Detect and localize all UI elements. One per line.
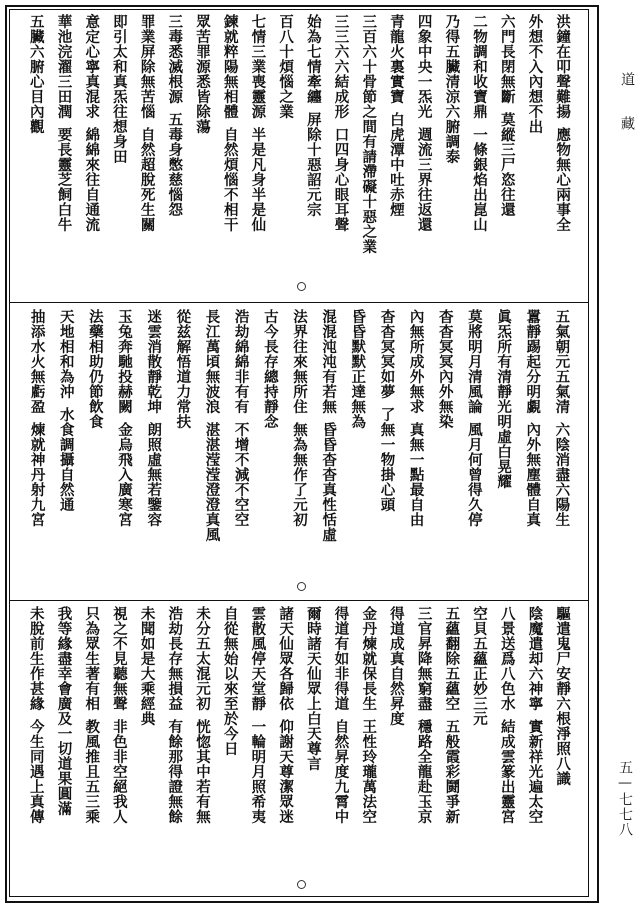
column-bottom-line: 一條銀焰出崑山	[471, 127, 489, 232]
text-column	[548, 14, 576, 298]
text-column	[465, 14, 493, 298]
text-column	[244, 14, 272, 298]
column-top-line: 天地相和為沖	[57, 309, 75, 399]
text-column	[518, 309, 547, 597]
column-top-line: 三毒悉滅根源	[166, 14, 184, 104]
text-column	[327, 606, 355, 894]
column-top-line: 只為眾生著有相	[83, 606, 101, 711]
text-column	[314, 309, 343, 597]
column-top-line: 洪鐘在叩聲難揚	[554, 14, 572, 119]
column-top-line: 法藥相助仍節飲食	[86, 309, 104, 429]
column-top-line: 金丹煉就保長生	[360, 606, 378, 711]
column-top-line: 內無所成外無求	[407, 309, 425, 414]
text-column	[299, 606, 327, 894]
column-top-line: 從兹解悟道力常扶	[174, 309, 192, 429]
text-column	[22, 14, 50, 298]
column-top-line: 昏昏默默正達無為	[349, 309, 367, 429]
column-top-line: 即引太和真炁往想身田	[110, 14, 128, 164]
text-column	[372, 309, 401, 597]
text-column	[410, 14, 438, 298]
text-column	[493, 14, 521, 298]
text-column	[382, 14, 410, 298]
text-column	[465, 606, 493, 894]
column-bottom-line: 不增不減不空空	[232, 422, 250, 527]
text-column	[382, 606, 410, 894]
column-bottom-line: 五般霞彩鬪爭新	[443, 719, 461, 824]
column-bottom-line: 結成雲篆出靈宮	[498, 719, 516, 824]
column-bottom-line: 今生同遇上真傳	[27, 719, 45, 824]
column-top-line: 五氣朝元五氣清	[553, 309, 571, 414]
text-column	[160, 14, 188, 298]
text-column	[299, 14, 327, 298]
column-top-line: 迷雲消散靜乾坤	[145, 309, 163, 414]
column-top-line: 得道成真自然昇度	[387, 606, 405, 726]
column-top-line: 杳杳冥冥如夢	[378, 309, 396, 399]
column-top-line: 始為七情牽纏	[304, 14, 322, 104]
column-top-line: 五臟六腑心目內觀	[27, 14, 45, 134]
text-column	[459, 309, 488, 597]
text-column	[271, 14, 299, 298]
column-bottom-line: 金烏飛入廣寒宮	[116, 422, 134, 527]
column-top-line: 五蘊翻除五蘊空	[443, 606, 461, 711]
column-bottom-line: 非色非空絕我人	[110, 719, 128, 824]
text-panel-top	[12, 14, 586, 298]
column-bottom-line: 真無一點最自由	[407, 422, 425, 527]
column-bottom-line: 有餘那得證無餘	[166, 719, 184, 824]
column-bottom-line: 了無一物掛心頭	[378, 407, 396, 512]
text-column	[226, 309, 255, 597]
column-bottom-line: 風月何曾得久停	[465, 422, 483, 527]
text-column	[216, 606, 244, 894]
text-column	[188, 14, 216, 298]
column-bottom-line: 綿綿來往自通流	[83, 127, 101, 232]
column-top-line: 古今長存總持靜念	[261, 309, 279, 429]
text-column	[430, 309, 459, 597]
text-column	[50, 14, 78, 298]
column-bottom-line: 實新祥光遍太空	[526, 719, 544, 824]
column-top-line: 諸天仙眾各歸依	[277, 606, 295, 711]
column-top-line: 青龍火裏實寶	[387, 14, 405, 104]
text-column	[216, 14, 244, 298]
text-panel-middle	[12, 309, 586, 597]
column-top-line: 乃得五臟清涼六腑調泰	[443, 14, 461, 164]
column-top-line: 混混沌沌有若無	[320, 309, 338, 414]
text-column	[354, 14, 382, 298]
column-bottom-line: 恍惚其中若有無	[194, 719, 211, 824]
column-top-line: 七情三業喪靈源	[249, 14, 267, 119]
column-bottom-line: 自然昇度九霄中	[332, 719, 350, 824]
text-column	[51, 309, 80, 597]
panel-divider	[9, 600, 589, 601]
text-column	[521, 14, 549, 298]
text-column	[80, 309, 109, 597]
column-top-line: 外想不入內想不出	[526, 14, 544, 134]
column-bottom-line: 內外無塵體自真	[524, 422, 542, 527]
column-top-line: 眾苦罪源悉皆除蕩	[194, 14, 211, 134]
text-column	[139, 309, 168, 597]
column-bottom-line: 六陰消盡六陽生	[553, 422, 571, 527]
text-column	[77, 14, 105, 298]
column-bottom-line: 口四身心眼耳聲	[332, 127, 350, 232]
text-column	[437, 606, 465, 894]
column-top-line: 得道有如非得道	[332, 606, 350, 711]
column-bottom-line: 白虎潭中吐赤煙	[387, 112, 405, 217]
panel-divider	[9, 302, 589, 303]
column-top-line: 抽添水火無虧盈	[28, 309, 46, 414]
column-bottom-line: 煉就神丹射九宮	[28, 422, 46, 527]
column-top-line: 雲散風停天堂靜	[249, 606, 267, 711]
column-bottom-line: 要長靈芝飼白牛	[55, 127, 73, 232]
column-top-line: 二物調和收寶鼎	[471, 14, 489, 119]
text-column	[22, 309, 51, 597]
column-top-line: 八景送爲八色水	[498, 606, 516, 711]
text-column	[255, 309, 284, 597]
column-top-line: 鍊就粹陽無相體	[221, 14, 239, 119]
column-top-line: 華池浣濯三田潤	[55, 14, 73, 119]
column-bottom-line: 自然煩惱不相干	[221, 127, 239, 232]
column-top-line: 囂靜踢起分明覷	[524, 309, 542, 414]
text-column	[327, 14, 355, 298]
column-top-line: 陰魔遣却六神寧	[526, 606, 544, 711]
column-bottom-line: 湛湛滢滢澄澄真風	[203, 422, 221, 542]
text-column	[168, 309, 197, 597]
column-top-line: 視之不見聽無聲	[110, 606, 128, 711]
text-column	[548, 606, 576, 894]
text-column	[109, 309, 138, 597]
column-top-line: 四象中央一炁光	[415, 14, 433, 119]
text-column	[133, 14, 161, 298]
column-top-line: 百八十煩惱之業	[277, 14, 295, 119]
text-column	[271, 606, 299, 894]
column-top-line: 杳杳冥冥內外無染	[436, 309, 454, 429]
column-bottom-line: 穩路全龍赴玉京	[415, 719, 433, 824]
text-column	[160, 606, 188, 894]
column-bottom-line: 週流三界往返還	[415, 127, 433, 232]
text-column	[105, 606, 133, 894]
text-column	[50, 606, 78, 894]
page-number: 五—七七八	[617, 760, 633, 837]
text-column	[547, 309, 576, 597]
text-column	[489, 309, 518, 597]
text-column	[77, 606, 105, 894]
column-top-line: 三官昇降無窮盡	[415, 606, 433, 711]
column-top-line: 長江萬頃無波浪	[203, 309, 221, 414]
column-bottom-line: 王性玲瓏萬法空	[360, 719, 378, 824]
text-column	[105, 14, 133, 298]
column-top-line: 我等緣盡幸會廣及一切道果圓滿	[55, 606, 73, 816]
column-bottom-line: 屏除十惡詔元宗	[304, 112, 322, 217]
column-top-line: 意定心寧真混求	[83, 14, 101, 119]
column-top-line: 法界往來無所住	[290, 309, 308, 414]
text-column	[343, 309, 372, 597]
column-bottom-line: 五毒身憋慈惱怨	[166, 112, 184, 217]
text-column	[188, 606, 216, 894]
column-top-line: 六門長閉無斷	[498, 14, 516, 104]
column-bottom-line: 莫縱三尸恣往還	[498, 112, 516, 217]
text-panel-bottom	[12, 606, 586, 894]
text-column	[401, 309, 430, 597]
text-column	[197, 309, 226, 597]
column-top-line: 未聞如是大乘經典	[138, 606, 156, 726]
column-bottom-line: 應物無心兩事全	[554, 127, 572, 232]
text-column	[437, 14, 465, 298]
column-top-line: 自從無始以來至於今日	[221, 606, 239, 756]
text-column	[493, 606, 521, 894]
column-top-line: 三百六十骨節之間有請滯礙十惡之業	[360, 14, 378, 254]
text-column	[354, 606, 382, 894]
column-bottom-line: 昏昏杳杳真性恬虛	[320, 422, 338, 542]
column-bottom-line: 教風推且五三乘	[83, 719, 101, 824]
column-top-line: 驅遣鬼尸安靜六根淨照八識	[554, 606, 572, 786]
column-top-line: 莫將明月清風論	[465, 309, 483, 414]
column-top-line: 未脫前生作甚緣	[27, 606, 45, 711]
text-column	[410, 606, 438, 894]
column-top-line: 罪業屏除無苦惱	[138, 14, 156, 119]
text-column	[521, 606, 549, 894]
margin-title: 道藏	[619, 72, 635, 160]
text-column	[284, 309, 313, 597]
column-bottom-line: 一輪明月照希夷	[249, 719, 267, 824]
text-column	[244, 606, 272, 894]
column-bottom-line: 半是凡身半是仙	[249, 127, 267, 232]
column-top-line: 眞炁所有清靜光明虛白晃耀	[495, 309, 513, 489]
column-top-line: 三三六六結成形	[332, 14, 350, 119]
column-bottom-line: 仰謝天尊潔眾迷	[277, 719, 295, 824]
column-bottom-line: 水食調攝自然通	[57, 407, 75, 512]
column-bottom-line: 朗照虛無若鑒容	[145, 422, 163, 527]
column-top-line: 浩劫長存無損益	[166, 606, 184, 711]
column-top-line: 未分五太混元初	[194, 606, 211, 711]
column-bottom-line: 無為無作了元初	[290, 422, 308, 527]
column-top-line: 玉兔奔馳投赫闕	[116, 309, 134, 414]
column-top-line: 浩劫綿綿非有有	[232, 309, 250, 414]
column-top-line: 空貝五蘊正妙三元	[471, 606, 489, 726]
text-column	[22, 606, 50, 894]
column-bottom-line: 自然超脫死生關	[138, 127, 156, 232]
column-top-line: 爾時諸天仙眾上白天尊言	[304, 606, 322, 771]
text-column	[133, 606, 161, 894]
